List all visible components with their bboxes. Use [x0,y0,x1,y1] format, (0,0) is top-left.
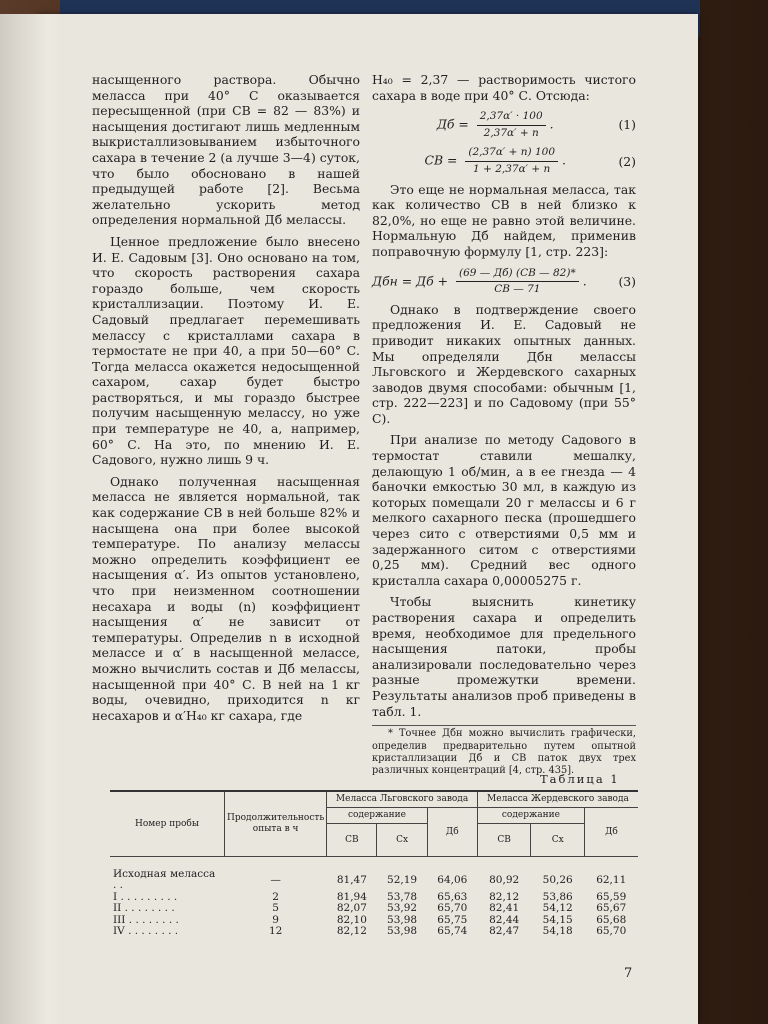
paragraph: Это еще не нормальная меласса, так как количество СВ в ней близко к 82,0%, но еще не равно этой величине. Нормальную Дб найдем, применив поправочную формулу [1, стр. 223]: [372,181,636,259]
paragraph: насыщенного раствора. Обычно меласса при 40° С оказывается пересыщенной (при СВ = 82 — 83%) и насыщения достигают лишь медленным выкристаллизовыванием избыточного сахара в течение 2 (а лучше 3—4) суток, что было обосновано в нашей предыдущей работе [2]. Весьма желательно ускорить метод определения нормальной Дб мелассы. [92,72,360,228]
cell-name: II . . . . . . . . [113,902,175,915]
cell-sv1: 82,07 [336,902,367,915]
cell-sx1: 53,98 [387,913,418,926]
cell-name: IV . . . . . . . . [113,925,179,938]
cell-db2: 65,70 [596,925,627,938]
header-db: Дб [427,808,477,857]
cell-sx1: 53,78 [387,890,418,903]
cell-db1: 65,75 [437,913,468,926]
header-duration: Продолжительность опыта в ч [225,791,327,857]
cell-sv2: 82,47 [489,925,520,938]
equation-number: (1) [618,117,636,133]
formula-tail: . [562,152,566,168]
header-sv: СВ [327,824,377,857]
header-db: Дб [584,808,638,857]
table-row [110,926,638,937]
formula-tail: . [549,116,554,132]
formula-3 [372,266,636,298]
header-zherd: Меласса Жердевского завода [477,791,638,808]
paragraph: H₄₀ = 2,37 — растворимость чистого сахара в воде при 40° С. Отсюда: [372,72,636,103]
cell-duration: 2 [272,890,279,903]
formula-1 [372,109,636,141]
table-title: Таблица 1 [540,772,620,786]
numerator: (69 — Дб) (СВ — 82)* [456,266,579,283]
paragraph: Чтобы выяснить кинетику растворения сахара и определить время, необходимое для предельного насыщения патоки, пробы анализировали последовательно через разные промежутки времени. Результаты анализов проб приведены в табл. 1. [372,594,636,719]
cell-sx2: 54,12 [542,902,573,915]
page-number: 7 [624,966,633,981]
cell-sx1: 53,98 [387,925,418,938]
cell-db1: 65,63 [437,890,468,903]
cell-db2: 62,11 [596,873,627,886]
denominator: СВ — 71 [494,283,541,296]
cell-db1: 65,74 [437,925,468,938]
table-row [110,903,638,914]
cell-db2: 65,59 [596,890,627,903]
cell-sv1: 81,94 [336,890,367,903]
cell-sv1: 82,12 [336,925,367,938]
header-sample: Номер пробы [110,791,225,857]
paragraph: Однако в подтверждение своего предложения И. Е. Садовый не приводит никаких опытных данных. Мы определяли Дбн мелассы Льговского и Жердевского сахарных заводов двумя способами: обычным [1, стр. 222—223] и по Садовому (при 55° С). [372,301,636,426]
cell-duration: 12 [268,925,283,938]
footnote: * Точнее Дбн можно вычислить графически, определив предварительно путем опытной кристаллизации Дб и СВ паток двух трех различных концентраций [4, стр. 435]. [372,725,636,778]
data-table [110,790,638,937]
cell-duration: 5 [272,902,279,915]
equation-number: (3) [618,273,636,289]
cell-db1: 65,70 [437,902,468,915]
cell-sv2: 80,92 [489,873,520,886]
left-column [92,72,360,729]
equation-number: (2) [618,153,636,169]
right-column [372,72,636,778]
cell-sv2: 82,41 [489,902,520,915]
header-content: содержание [477,808,584,824]
cell-db2: 65,68 [596,913,627,926]
denominator: 1 + 2,37α′ + n [473,162,551,175]
cell-duration: 9 [272,913,279,926]
cell-name: I . . . . . . . . . [113,890,178,903]
fraction [477,109,546,141]
paragraph: При анализе по методу Садового в термостат ставили мешалку, делающую 1 об/мин, а в ее гнезда — 4 баночки емкостью 30 мл, в каждую из которых помещали 20 г мелассы и 6 г мелкого сахарного песка (прошедшего через сито с отверстиями 0,5 мм и задержанного ситом с отверстиями 0,25 мм). Средний вес одного кристалла сахара 0,00005275 г. [372,432,636,588]
header-sv: СВ [477,824,531,857]
cell-sx2: 50,26 [542,873,573,886]
header-sx: Сх [377,824,427,857]
numerator: (2,37α′ + n) 100 [465,145,558,162]
cell-sv1: 81,47 [336,873,367,886]
cell-name: Исходная меласса . . [113,868,216,892]
denominator: 2,37α′ + n [483,126,539,139]
cell-sv2: 82,44 [489,913,520,926]
fraction [465,145,558,177]
cell-sx2: 54,15 [542,913,573,926]
formula-2 [372,145,636,177]
header-sx: Сх [531,824,585,857]
cell-sx2: 53,86 [542,890,573,903]
table-row [110,857,638,892]
formula-lhs: Дбн = Дб + [372,273,449,289]
cell-db2: 65,67 [596,902,627,915]
formula-lhs: СВ = [424,152,458,168]
cell-sx1: 53,92 [387,902,418,915]
paragraph: Однако полученная насыщенная меласса не является нормальной, так как содержание СВ в ней больше 82% и насыщена она при более высокой температуре. По анализу мелассы можно определить коэффициент ее насыщения α′. Из опытов установлено, что при неизменном соотношении несахара и воды (n) коэффициент насыщения α′ не зависит от температуры. Определив n в исходной мелассе и α′ в насыщенной мелассе, можно вычислить состав и Дб мелассы, насыщенной при 40° С. В ней на 1 кг воды, очевидно, приходится n кг несахаров и α′H₄₀ кг сахара, где [92,473,360,723]
cell-duration: — [270,873,281,886]
cell-name: III . . . . . . . . [113,913,179,926]
header-content: содержание [327,808,427,824]
formula-lhs: Дб = [436,116,469,132]
page-binding-shadow [0,14,60,1024]
paragraph: Ценное предложение было внесено И. Е. Садовым [3]. Оно основано на том, что скорость растворения сахара гораздо больше, чем скорость кристаллизации. Поэтому И. Е. Садовый предлагает перемешивать мелассу с кристаллами сахара в термостате не при 40, а при 50—60° С. Тогда меласса окажется недосыщенной сахаром, сахар будет быстро растворяться, и мы гораздо быстрее получим насыщенную мелассу, но уже при температуре не 40, а, например, 60° С. На это, по мнению И. Е. Садового, нужно лишь 9 ч. [92,233,360,468]
header-lgov: Меласса Льговского завода [327,791,478,808]
fraction [456,266,579,298]
numerator: 2,37α′ · 100 [477,109,546,126]
formula-tail: . [582,273,587,289]
cell-db1: 64,06 [437,873,468,886]
cell-sv1: 82,10 [336,913,367,926]
table-header-row [110,791,638,808]
cell-sv2: 82,12 [489,890,520,903]
cell-sx1: 52,19 [387,873,418,886]
cell-sx2: 54,18 [542,925,573,938]
